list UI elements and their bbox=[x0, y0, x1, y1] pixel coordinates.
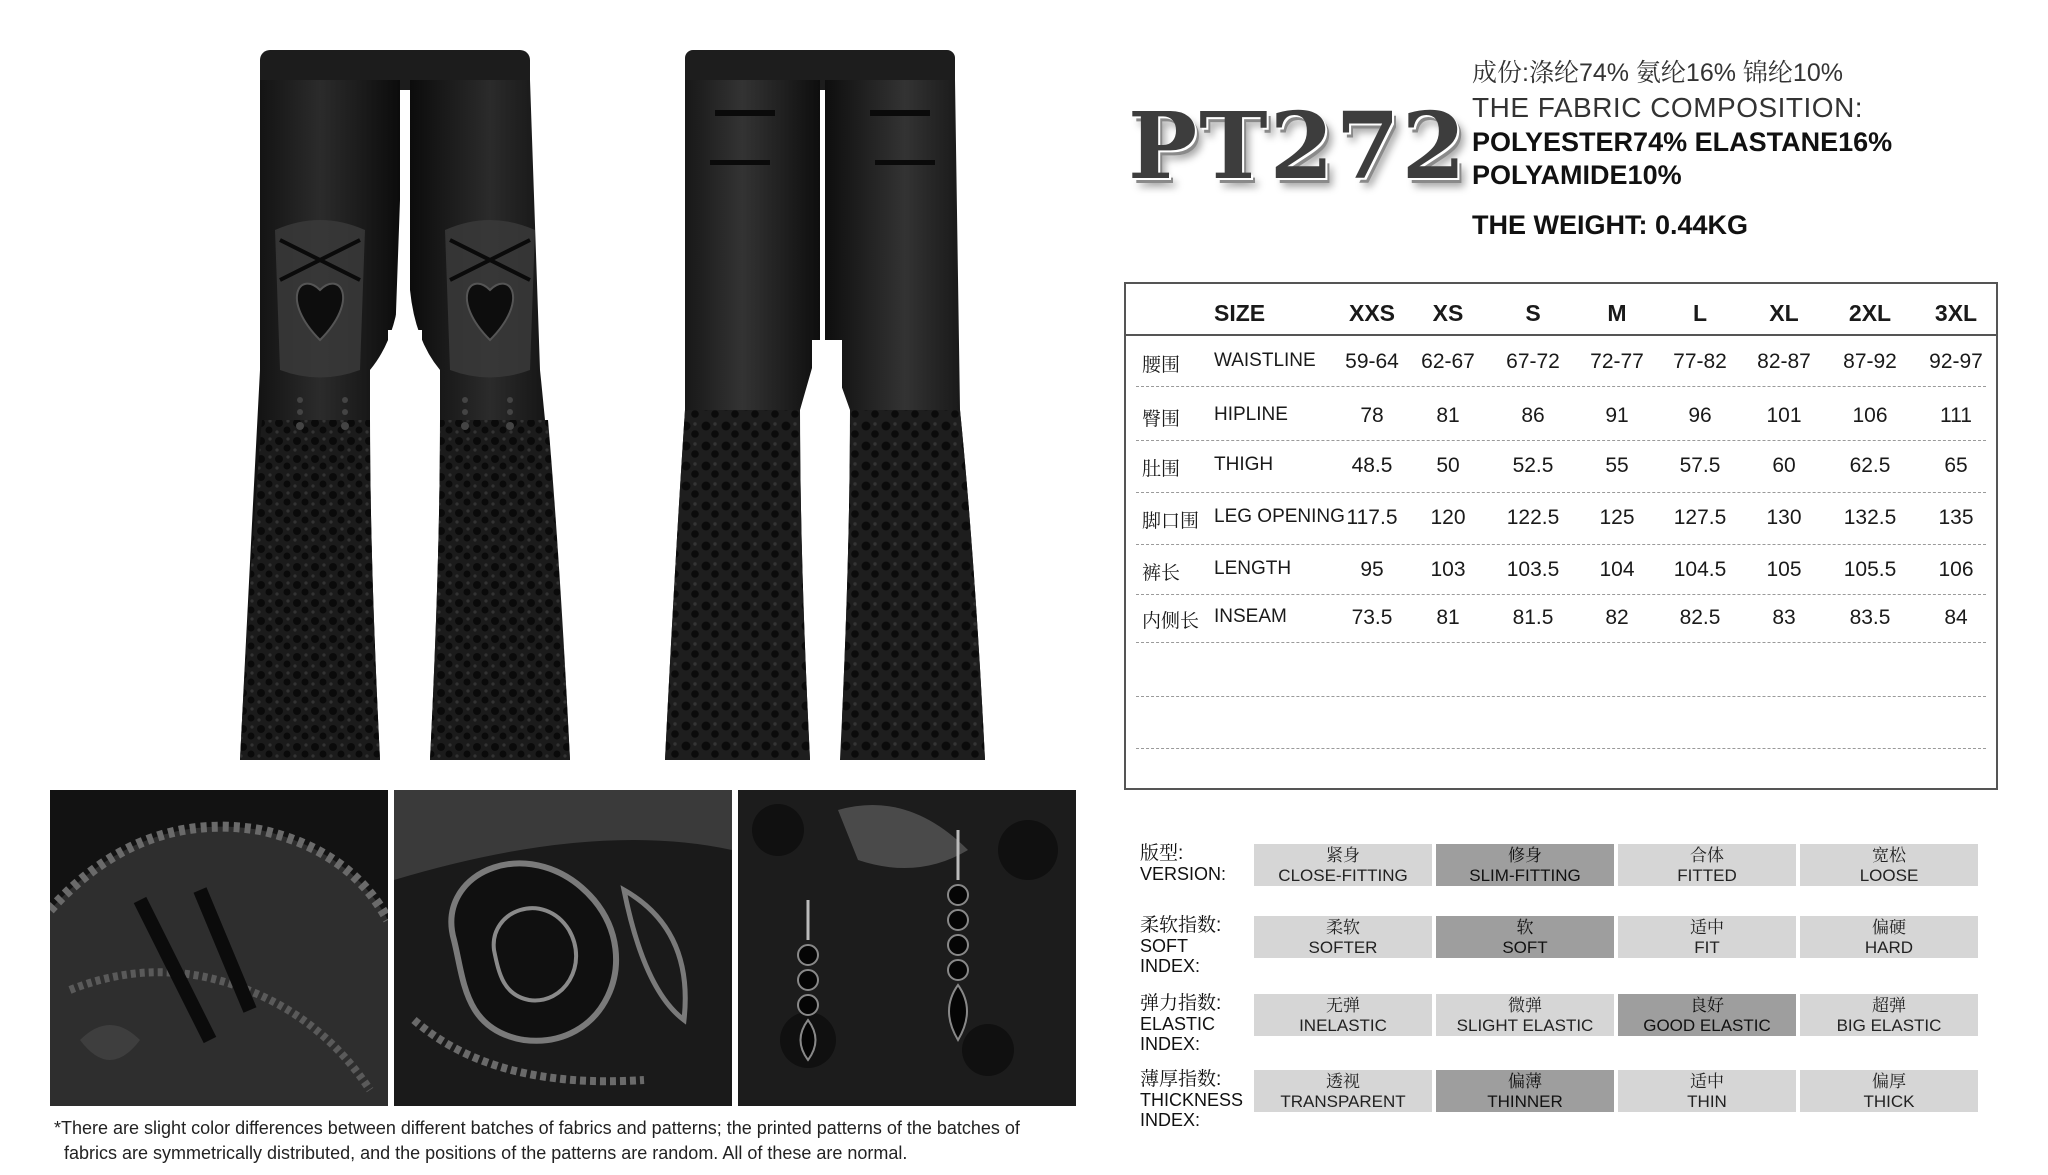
option-loose bbox=[1800, 844, 1978, 886]
table-cell: 48.5 bbox=[1351, 454, 1393, 477]
fabric-composition bbox=[1472, 56, 2032, 242]
option-thinner bbox=[1436, 1070, 1614, 1112]
row-label-en: LENGTH bbox=[1214, 558, 1292, 579]
option-hard bbox=[1800, 916, 1978, 958]
property-label-en: INDEX: bbox=[1140, 956, 1201, 976]
size-chart-table bbox=[1124, 282, 1998, 790]
option-thick bbox=[1800, 1070, 1978, 1112]
option-en: THICK bbox=[1863, 1092, 1915, 1111]
back-flare-pants-illustration bbox=[640, 40, 1010, 770]
property-label bbox=[1140, 844, 1226, 884]
table-cell: 82.5 bbox=[1679, 606, 1721, 629]
table-row-inseam bbox=[1126, 592, 1996, 644]
table-cell: 104 bbox=[1599, 558, 1635, 581]
product-photo-back bbox=[640, 40, 1010, 770]
table-cell: 77-82 bbox=[1673, 350, 1727, 373]
table-row-leg-opening bbox=[1126, 492, 1996, 544]
option-thin bbox=[1618, 1070, 1796, 1112]
table-cell: 96 bbox=[1688, 404, 1712, 427]
table-cell: 62-67 bbox=[1421, 350, 1475, 373]
option-big-elastic bbox=[1800, 994, 1978, 1036]
table-cell: 130 bbox=[1766, 506, 1802, 529]
option-slight-elastic bbox=[1436, 994, 1614, 1036]
table-cell: 82 bbox=[1605, 606, 1629, 629]
option-en: FITTED bbox=[1677, 866, 1737, 885]
table-cell: 87-92 bbox=[1843, 350, 1897, 373]
table-cell: 57.5 bbox=[1679, 454, 1721, 477]
size-chart-header bbox=[1126, 284, 1996, 336]
option-cn: 宽松 bbox=[1872, 846, 1906, 865]
table-row-waistline bbox=[1126, 336, 1996, 388]
property-label-cn: 柔软指数: bbox=[1140, 915, 1222, 936]
table-row-thigh bbox=[1126, 440, 1996, 492]
table-cell: 67-72 bbox=[1506, 350, 1560, 373]
option-cn: 偏硬 bbox=[1872, 918, 1906, 937]
row-divider bbox=[1136, 642, 1986, 643]
property-label-en: THICKNESS bbox=[1140, 1090, 1244, 1110]
option-softer bbox=[1254, 916, 1432, 958]
option-en: BIG ELASTIC bbox=[1836, 1016, 1942, 1035]
composition-cn: 成份:涤纶74% 氨纶16% 锦纶10% bbox=[1472, 59, 1843, 87]
option-en: GOOD ELASTIC bbox=[1643, 1016, 1771, 1035]
table-cell: 104.5 bbox=[1673, 558, 1727, 581]
size-header-m: M bbox=[1607, 300, 1627, 326]
table-cell: 91 bbox=[1605, 404, 1629, 427]
table-cell: 62.5 bbox=[1849, 454, 1891, 477]
product-weight: THE WEIGHT: 0.44KG bbox=[1472, 210, 1749, 240]
option-en: THINNER bbox=[1487, 1092, 1563, 1111]
composition-label: THE FABRIC COMPOSITION: bbox=[1472, 92, 1864, 123]
row-label-cn: 臀围 bbox=[1142, 409, 1181, 430]
footnote-line-2: fabrics are symmetrically distributed, and the positions of the patterns are random. All of these are normal. bbox=[64, 1143, 908, 1163]
option-cn: 偏厚 bbox=[1872, 1072, 1906, 1091]
row-label-en: HIPLINE bbox=[1214, 404, 1288, 425]
table-cell: 81 bbox=[1436, 606, 1460, 629]
table-cell: 111 bbox=[1940, 404, 1972, 427]
option-en: HARD bbox=[1864, 938, 1914, 957]
table-cell: 86 bbox=[1521, 404, 1545, 427]
option-cn: 无弹 bbox=[1326, 996, 1360, 1015]
option-cn: 修身 bbox=[1508, 846, 1542, 865]
table-cell: 78 bbox=[1360, 404, 1384, 427]
table-cell: 60 bbox=[1772, 454, 1796, 477]
table-row-hipline bbox=[1126, 390, 1996, 442]
property-label-en: SOFT bbox=[1140, 936, 1188, 956]
table-cell: 81.5 bbox=[1512, 606, 1554, 629]
footnote-line-1: *There are slight color differences between different batches of fabrics and patterns; the printed patterns of the batches of bbox=[54, 1118, 1020, 1138]
row-label-en: LEG OPENING bbox=[1214, 506, 1345, 527]
property-label-cn: 弹力指数: bbox=[1140, 993, 1222, 1014]
size-header-xs: XS bbox=[1432, 300, 1464, 326]
table-cell: 105.5 bbox=[1843, 558, 1897, 581]
row-label-cn: 内侧长 bbox=[1142, 611, 1200, 632]
table-cell: 92-97 bbox=[1929, 350, 1983, 373]
property-label bbox=[1140, 1070, 1243, 1130]
table-cell: 122.5 bbox=[1506, 506, 1560, 529]
row-label-en: INSEAM bbox=[1214, 606, 1287, 627]
front-flare-pants-illustration bbox=[220, 40, 590, 770]
option-cn: 软 bbox=[1516, 918, 1534, 937]
size-header-2xl: 2XL bbox=[1848, 300, 1892, 326]
option-slim-fitting bbox=[1436, 844, 1614, 886]
table-cell: 135 bbox=[1938, 506, 1974, 529]
option-en: SLIM-FITTING bbox=[1469, 866, 1581, 885]
row-label-en: WAISTLINE bbox=[1214, 350, 1316, 371]
bead-chain-closeup bbox=[738, 790, 1076, 1106]
option-cn: 适中 bbox=[1690, 918, 1724, 937]
option-en: TRANSPARENT bbox=[1280, 1092, 1406, 1111]
table-cell: 106 bbox=[1938, 558, 1974, 581]
option-cn: 适中 bbox=[1690, 1072, 1724, 1091]
property-label-cn: 版型: bbox=[1140, 843, 1184, 864]
table-cell: 103.5 bbox=[1506, 558, 1560, 581]
option-close-fitting bbox=[1254, 844, 1432, 886]
table-cell: 106 bbox=[1852, 404, 1888, 427]
property-options bbox=[1254, 994, 1978, 1036]
option-inelastic bbox=[1254, 994, 1432, 1036]
table-cell: 81 bbox=[1436, 404, 1460, 427]
table-cell: 103 bbox=[1430, 558, 1466, 581]
option-cn: 微弹 bbox=[1508, 996, 1542, 1015]
option-cn: 柔软 bbox=[1326, 918, 1360, 937]
option-en: SOFT bbox=[1502, 938, 1548, 957]
table-cell: 120 bbox=[1430, 506, 1466, 529]
color-difference-footnote bbox=[54, 1116, 1114, 1166]
table-cell: 117.5 bbox=[1346, 506, 1398, 529]
property-label bbox=[1140, 916, 1221, 976]
property-options bbox=[1254, 916, 1978, 958]
option-soft bbox=[1436, 916, 1614, 958]
row-divider bbox=[1136, 748, 1986, 749]
table-cell: 55 bbox=[1605, 454, 1629, 477]
table-cell: 65 bbox=[1944, 454, 1968, 477]
option-cn: 紧身 bbox=[1326, 846, 1360, 865]
detail-photo-embroidery bbox=[394, 790, 732, 1106]
row-label-cn: 腰围 bbox=[1142, 355, 1181, 376]
model-code: PT272 bbox=[1128, 92, 1468, 200]
row-divider bbox=[1136, 386, 1986, 387]
option-en: FIT bbox=[1694, 938, 1720, 957]
option-cn: 合体 bbox=[1690, 846, 1724, 865]
table-cell: 101 bbox=[1766, 404, 1802, 427]
property-label-en: INDEX: bbox=[1140, 1110, 1201, 1130]
row-label-cn: 裤长 bbox=[1142, 563, 1181, 584]
size-header-xl: XL bbox=[1769, 300, 1799, 326]
table-cell: 72-77 bbox=[1590, 350, 1644, 373]
size-header-3xl: 3XL bbox=[1934, 300, 1978, 326]
table-cell: 73.5 bbox=[1351, 606, 1393, 629]
size-header-xxs: XXS bbox=[1348, 300, 1396, 326]
table-cell: 125 bbox=[1599, 506, 1635, 529]
option-en: SOFTER bbox=[1308, 938, 1378, 957]
composition-line-2: POLYAMIDE10% bbox=[1472, 160, 1682, 190]
option-transparent bbox=[1254, 1070, 1432, 1112]
property-options bbox=[1254, 844, 1978, 886]
row-label-cn: 肚围 bbox=[1142, 459, 1181, 480]
table-row-length bbox=[1126, 544, 1996, 596]
product-photo-front bbox=[220, 40, 590, 770]
option-en: INELASTIC bbox=[1299, 1016, 1387, 1035]
table-cell: 82-87 bbox=[1757, 350, 1811, 373]
table-cell: 83 bbox=[1772, 606, 1796, 629]
row-divider bbox=[1136, 696, 1986, 697]
property-label-en: ELASTIC bbox=[1140, 1014, 1216, 1034]
table-cell: 50 bbox=[1436, 454, 1460, 477]
row-label-cn: 脚口围 bbox=[1142, 511, 1200, 532]
property-label-cn: 薄厚指数: bbox=[1140, 1069, 1222, 1090]
option-cn: 超弹 bbox=[1872, 996, 1906, 1015]
option-cn: 透视 bbox=[1326, 1072, 1360, 1091]
detail-photo-bead-chain bbox=[738, 790, 1076, 1106]
table-cell: 83.5 bbox=[1849, 606, 1891, 629]
row-label-en: THIGH bbox=[1214, 454, 1274, 475]
table-cell: 132.5 bbox=[1843, 506, 1897, 529]
embroidery-closeup bbox=[394, 790, 732, 1106]
option-fitted bbox=[1618, 844, 1796, 886]
size-header-s: S bbox=[1525, 300, 1541, 326]
table-cell: 95 bbox=[1360, 558, 1384, 581]
option-en: SLIGHT ELASTIC bbox=[1456, 1016, 1594, 1035]
table-cell: 105 bbox=[1766, 558, 1802, 581]
property-label bbox=[1140, 994, 1221, 1054]
detail-photo-lace-trim bbox=[50, 790, 388, 1106]
composition-line-1: POLYESTER74% ELASTANE16% bbox=[1472, 127, 1893, 157]
option-en: THIN bbox=[1687, 1092, 1727, 1111]
size-header-label: SIZE bbox=[1214, 300, 1266, 326]
option-en: CLOSE-FITTING bbox=[1278, 866, 1408, 885]
option-cn: 偏薄 bbox=[1508, 1072, 1542, 1091]
option-good-elastic bbox=[1618, 994, 1796, 1036]
property-options bbox=[1254, 1070, 1978, 1112]
option-cn: 良好 bbox=[1690, 996, 1724, 1015]
lace-trim-closeup bbox=[50, 790, 388, 1106]
table-cell: 127.5 bbox=[1673, 506, 1727, 529]
property-label-en: INDEX: bbox=[1140, 1034, 1201, 1054]
option-fit bbox=[1618, 916, 1796, 958]
property-label-en: VERSION: bbox=[1140, 864, 1227, 884]
size-header-l: L bbox=[1692, 300, 1708, 326]
table-cell: 59-64 bbox=[1345, 350, 1399, 373]
option-en: LOOSE bbox=[1859, 866, 1919, 885]
table-cell: 52.5 bbox=[1512, 454, 1554, 477]
table-cell: 84 bbox=[1944, 606, 1968, 629]
